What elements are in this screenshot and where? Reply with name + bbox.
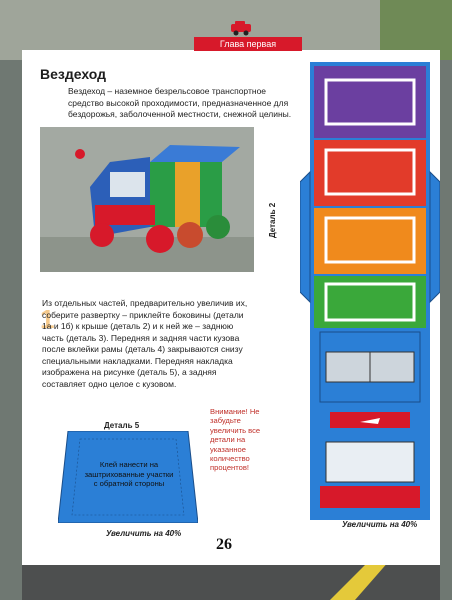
enlarge-note-detail5: Увеличить на 40% [106,529,182,538]
detail2-net [300,62,440,520]
instructions-paragraph: Из отдельных частей, предварительно увеличив их, соберите развертку – приклейте боковины (детали 1а и 1б) к крыше (деталь 2) и к ней же – заднюю часть (деталь 3). Передняя и задняя части кузова после вклейки рамы (деталь 4) закрываются снизу специальными накладками. Передняя накладка изображена на рисунке (деталь 5), а задняя составляет одно целое с кузовом. [42,298,248,389]
detail5-label: Деталь 5 [104,421,140,430]
model-truck-photo [40,127,254,272]
detail5-glue-note: Клей нанести на заштрихованные участки с обратной стороны [84,460,174,488]
page-number: 26 [216,536,232,553]
chapter-header: Глава первая [194,37,302,51]
warning-note: Внимание! Не забудьте увеличить все детали на указанное количество процентов! [210,407,261,473]
intro-paragraph: Вездеход – наземное безрельсовое транспортное средство высокой проходимости, предназначенное для бездорожья, заболоченной местности, снежной целины. [68,86,292,119]
detail2-label: Деталь 2 [268,202,277,238]
page-title: Вездеход [40,66,107,82]
decorative-numeral: 1 [40,304,55,334]
car-icon [229,20,253,36]
enlarge-note-detail2: Увеличить на 40% [342,520,418,529]
